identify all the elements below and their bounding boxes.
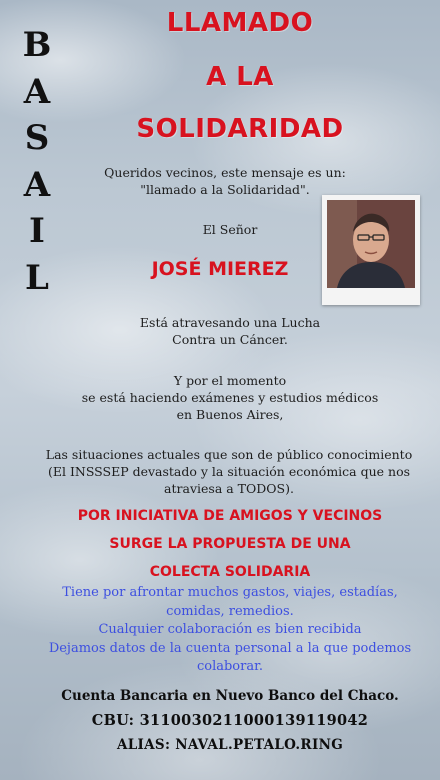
intro-text [70,164,380,198]
alias-line: ALIAS: NAVAL.PETALO.RING [116,737,344,753]
struggle-text [100,314,360,348]
situation-line: (El INSSSEP devastado y la situación económica que nos [47,464,411,479]
initiative-line-3: COLECTA SOLIDARIA [149,564,311,580]
situation-text [24,446,434,497]
bank-account-line: Cuenta Bancaria en Nuevo Banco del Chaco. [61,688,399,704]
tests-line: Y por el momento [173,373,287,388]
cbu-line: CBU: 3110030211000139119042 [91,712,369,729]
initiative-line-2: SURGE LA PROPUESTA DE UNA [109,536,351,552]
tests-line: en Buenos Aires, [176,407,284,422]
person-photo-image [327,200,415,288]
tests-text [30,372,430,423]
initiative-line-1: POR INICIATIVA DE AMIGOS Y VECINOS [77,508,383,524]
title-line-1: LLAMADO [166,8,314,38]
expenses-line: Tiene por afrontar muchos gastos, viajes, estadías, [62,585,398,600]
situation-line: Las situaciones actuales que son de público conocimiento [45,447,413,462]
struggle-line: Contra un Cáncer. [172,332,288,347]
senor-label: El Señor [202,222,258,237]
title-line-2: A LA [206,62,274,92]
expenses-line: Dejamos datos de la cuenta personal a la que podemos [48,640,412,656]
expenses-text [20,584,440,677]
struggle-line: Está atravesando una Lucha [139,315,321,330]
vertical-letter: I [29,211,45,251]
expenses-line: comidas, remedios. [166,603,294,619]
vertical-letter: S [24,118,50,158]
expenses-line: Cualquier colaboración es bien recibida [98,622,362,637]
tests-line: se está haciendo exámenes y estudios médicos [81,390,379,405]
intro-line: Queridos vecinos, este mensaje es un: [104,165,346,180]
person-name: JOSÉ MIEREZ [151,258,289,280]
vertical-letter: L [25,257,49,298]
vertical-letter: B [22,25,52,65]
intro-line: "llamado a la Solidaridad". [140,182,310,197]
title-line-3: SOLIDARIDAD [136,114,344,144]
person-portrait-icon [327,200,415,288]
vertical-letter: A [23,164,51,205]
vertical-letter: A [23,71,51,112]
situation-line: atraviesa a TODOS). [164,481,294,496]
expenses-line: colaborar. [196,659,264,674]
vertical-town-name [20,22,54,301]
person-photo [322,195,420,305]
